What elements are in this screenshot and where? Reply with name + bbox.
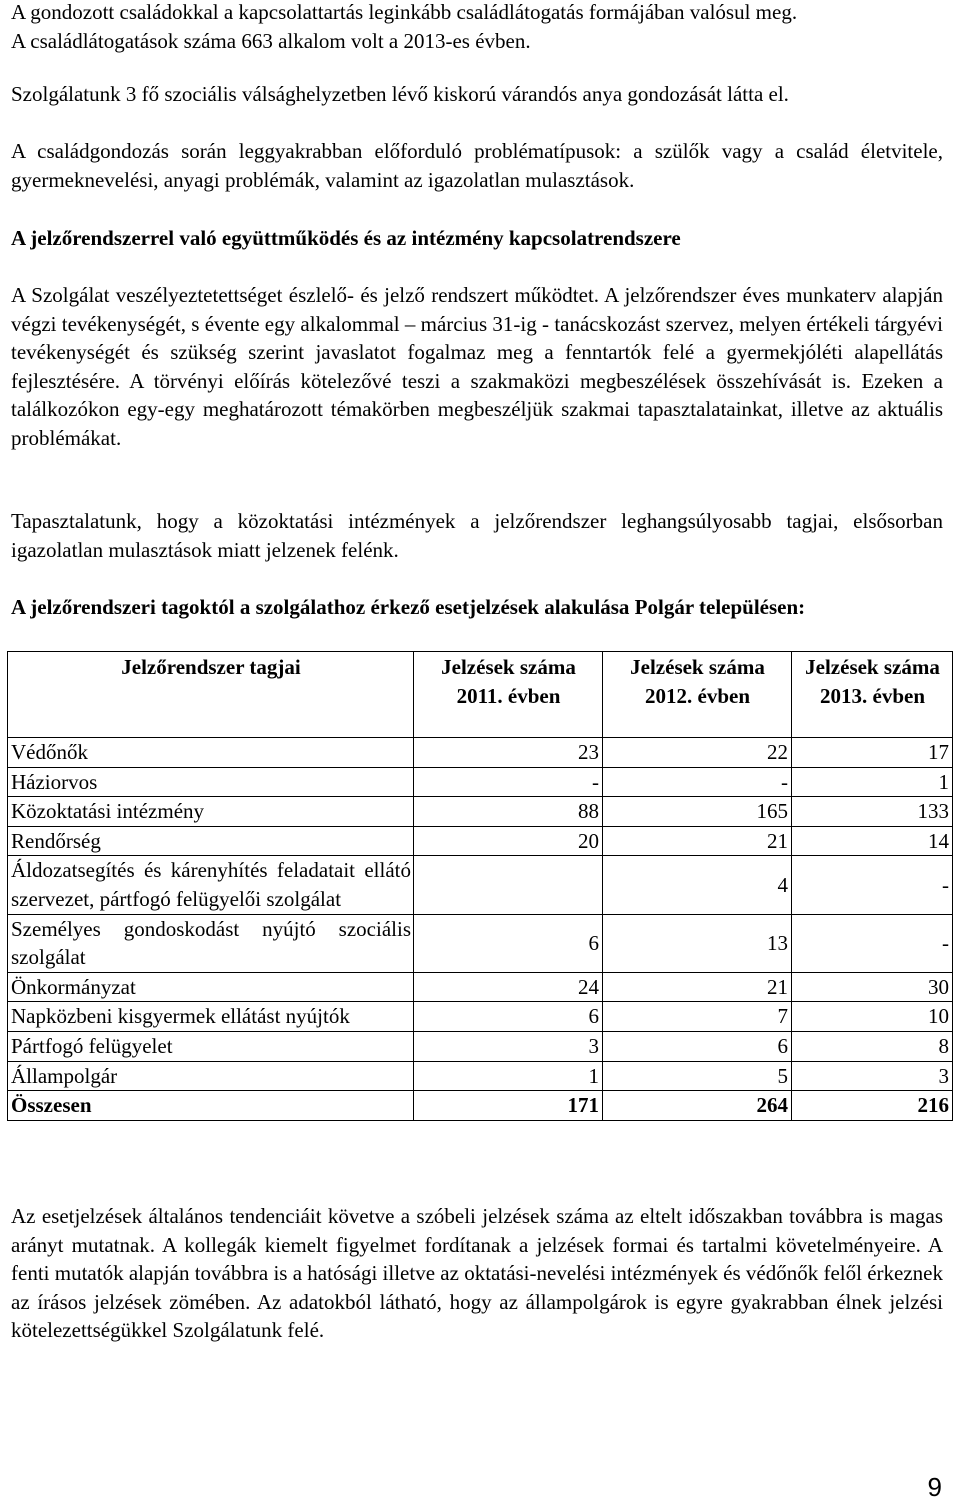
table-cell-total-y2011: 171 (414, 1091, 603, 1121)
table-cell-member: Napközbeni kisgyermek ellátást nyújtók (8, 1002, 414, 1032)
table-cell-y2012: - (603, 767, 792, 797)
table-cell-member: Rendőrség (8, 826, 414, 856)
table-cell-y2013: 17 (792, 738, 953, 768)
table-cell-y2013: 133 (792, 797, 953, 827)
table-cell-member: Védőnők (8, 738, 414, 768)
table-cell-y2013: 14 (792, 826, 953, 856)
paragraph-problem-types: A családgondozás során leggyakrabban előforduló problématípusok: a szülők vagy a család életvitele, gyermeknevelési, anyagi problémák, valamint az igazolatlan mulasztások. (11, 139, 943, 192)
page-number: 9 (927, 1472, 942, 1502)
table-cell-y2011: 6 (414, 914, 603, 972)
table-cell-member: Közoktatási intézmény (8, 797, 414, 827)
paragraph-family-visits-2: A családlátogatások száma 663 alkalom volt a 2013-es évben. (11, 29, 531, 53)
header-members: Jelzőrendszer tagjai (8, 652, 414, 738)
table-cell-y2011: 6 (414, 1002, 603, 1032)
table-cell-y2011: 23 (414, 738, 603, 768)
header-2012: Jelzések száma 2012. évben (603, 652, 792, 738)
table-row (8, 914, 953, 972)
signals-table (7, 651, 953, 1121)
table-cell-member: Személyes gondoskodást nyújtó szociális szolgálat (8, 914, 414, 972)
table-cell-y2011: 3 (414, 1031, 603, 1061)
table-cell-y2011: - (414, 767, 603, 797)
table-cell-y2013: - (792, 856, 953, 914)
paragraph-family-visits-1: A gondozott családokkal a kapcsolattartás leginkább családlátogatás formájában valósul meg. (11, 0, 798, 24)
table-row (8, 972, 953, 1002)
table-row (8, 826, 953, 856)
table-cell-member: Áldozatsegítés és kárenyhítés feladatait ellátó szervezet, pártfogó felügyelői szolgálat (8, 856, 414, 914)
table-cell-total-label: Összesen (8, 1091, 414, 1121)
table-cell-y2013: 10 (792, 1002, 953, 1032)
table-row (8, 1031, 953, 1061)
table-cell-y2013: - (792, 914, 953, 972)
table-total-row (8, 1091, 953, 1121)
table-cell-y2011 (414, 856, 603, 914)
table-cell-y2011: 20 (414, 826, 603, 856)
table-cell-y2012: 6 (603, 1031, 792, 1061)
table-cell-y2013: 30 (792, 972, 953, 1002)
heading-signal-table: A jelzőrendszeri tagoktól a szolgálathoz érkező esetjelzések alakulása Polgár településen: (11, 595, 806, 619)
paragraph-tendencies: Az esetjelzések általános tendenciáit követve a szóbeli jelzések száma az eltelt időszakban továbbra is magas arányt mutatnak. A kollegák kiemelt figyelmet fordítanak a jelzések formai és tartalmi követelményeire. A fenti mutatók alapján továbbra is a hatósági illetve az oktatási-nevelési intézmények és védőnők felől érkeznek az írásos jelzések zömében. Az adatokból látható, hogy az állampolgárok is egyre gyakrabban élnek jelzési kötelezettségükkel Szolgálatunk felé. (11, 1204, 943, 1343)
table-cell-y2012: 7 (603, 1002, 792, 1032)
table-cell-total-y2013: 216 (792, 1091, 953, 1121)
table-cell-y2012: 165 (603, 797, 792, 827)
table-cell-y2012: 22 (603, 738, 792, 768)
table-row (8, 767, 953, 797)
table-cell-y2012: 21 (603, 972, 792, 1002)
paragraph-experience: Tapasztalatunk, hogy a közoktatási intézmények a jelzőrendszer leghangsúlyosabb tagjai, elsősorban igazolatlan mulasztások miatt jelzenek felénk. (11, 509, 943, 562)
table-row (8, 1002, 953, 1032)
table-cell-member: Háziorvos (8, 767, 414, 797)
table-row (8, 797, 953, 827)
table-cell-member: Önkormányzat (8, 972, 414, 1002)
table-cell-y2012: 21 (603, 826, 792, 856)
table-cell-member: Állampolgár (8, 1061, 414, 1091)
table-row (8, 856, 953, 914)
header-2011: Jelzések száma 2011. évben (414, 652, 603, 738)
table-cell-member: Pártfogó felügyelet (8, 1031, 414, 1061)
table-cell-total-y2012: 264 (603, 1091, 792, 1121)
table-cell-y2013: 3 (792, 1061, 953, 1091)
table-row (8, 738, 953, 768)
table-cell-y2012: 5 (603, 1061, 792, 1091)
table-cell-y2012: 13 (603, 914, 792, 972)
table-cell-y2013: 8 (792, 1031, 953, 1061)
heading-signal-system: A jelzőrendszerrel való együttműködés és az intézmény kapcsolatrendszere (11, 226, 681, 250)
table-header-row (8, 652, 953, 738)
header-2013: Jelzések száma 2013. évben (792, 652, 953, 738)
table-cell-y2012: 4 (603, 856, 792, 914)
table-cell-y2011: 24 (414, 972, 603, 1002)
table-row (8, 1061, 953, 1091)
paragraph-signal-system: A Szolgálat veszélyeztetettséget észlelő- és jelző rendszert működtet. A jelzőrendszer éves munkaterv alapján végzi tevékenységét, s évente egy alkalommal – március 31-ig - tanácskozást szervez, melyen értékeli tárgyévi tevékenységét és szükség szerint javaslatot fogalmaz meg a fenntartók felé a gyermekjóléti alapellátás fejlesztésére. A törvényi előírás kötelezővé teszi a szakmaközi megbeszélések összehívását is. Ezeken a találkozókon egy-egy meghatározott témakörben megbeszéljük szakmai tapasztalatainkat, illetve az aktuális problémákat. (11, 283, 943, 450)
table-cell-y2011: 1 (414, 1061, 603, 1091)
paragraph-crisis-mothers: Szolgálatunk 3 fő szociális válsághelyzetben lévő kiskorú várandós anya gondozását látta el. (11, 82, 789, 106)
table-cell-y2013: 1 (792, 767, 953, 797)
table-cell-y2011: 88 (414, 797, 603, 827)
